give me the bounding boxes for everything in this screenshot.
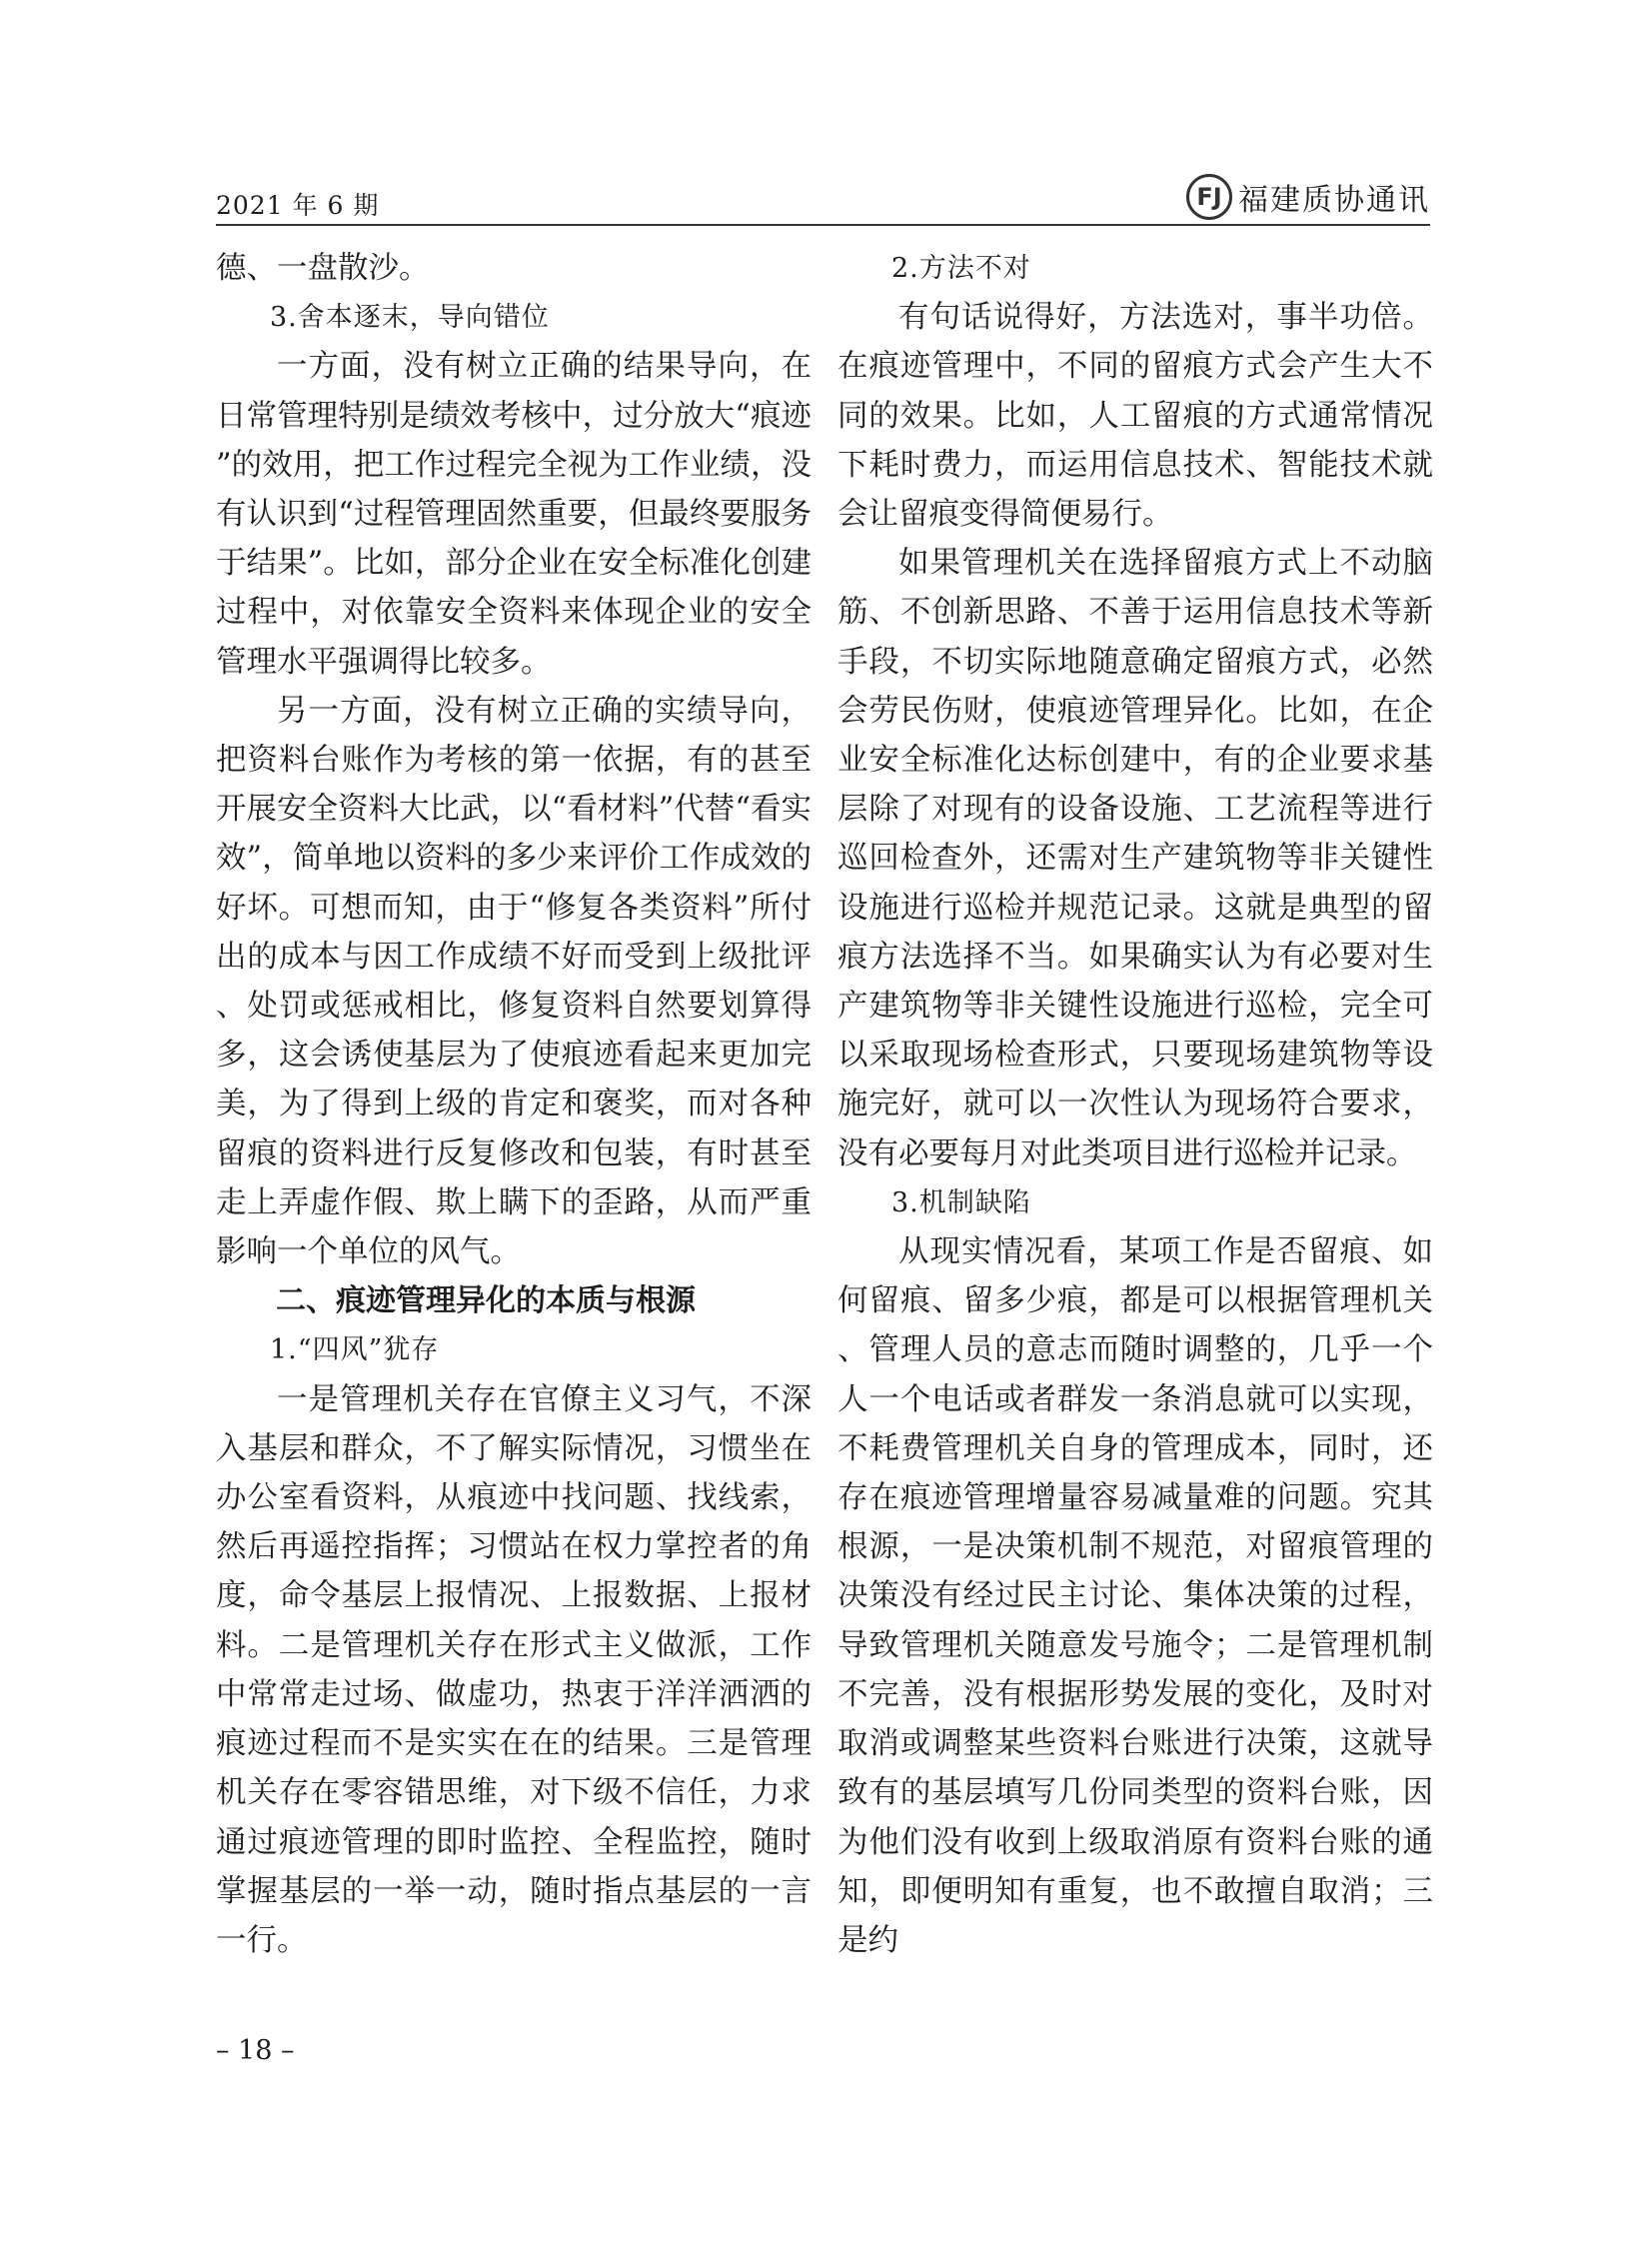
subheading-2-wrong-method: 2.方法不对 (891, 253, 1031, 284)
page-number: – 18 – (216, 2035, 295, 2066)
section-heading-2: 二、痕迹管理异化的本质与根源 (276, 1283, 696, 1319)
paragraph: 有句话说得好，方法选对，事半功倍。在痕迹管理中，不同的留痕方式会产生大不同的效果。比如，人工留痕的方式通常情况下耗时费力，而运用信息技术、智能技术就会让留痕变得简便易行。 (837, 300, 1433, 533)
paragraph: 如果管理机关在选择留痕方式上不动脑筋、不创新思路、不善于运用信息技术等新手段，不切实际地随意确定留痕方式，必然会劳民伤财，使痕迹管理异化。比如，在企业安全标准化达标创建中，有的企业要求基层除了对现有的设备设施、工艺流程等进行巡回检查外，还需对生产建筑物等非关键性设施进行巡检并规范记录。这就是典型的留痕方法选择不当。如果确实认为有必要对生产建筑物等非关键性设施进行巡检，完全可以采取现场检查形式，只要现场建筑物等设施完好，就可以一次性认为现场符合要求，没有必要每月对此类项目进行巡检并记录。 (837, 546, 1433, 1171)
issue-label: 2021 年 6 期 (216, 191, 380, 220)
left-column (216, 244, 812, 1965)
subheading-1-four-winds: 1.“四风”犹存 (270, 1334, 440, 1366)
subheading-3-mechanism-defects: 3.机制缺陷 (891, 1186, 1031, 1218)
right-column (837, 244, 1433, 1965)
journal-masthead (1186, 174, 1430, 220)
journal-logo-icon: FJ (1186, 174, 1232, 220)
paragraph: 一是管理机关存在官僚主义习气，不深入基层和群众，不了解实际情况，习惯坐在办公室看资料，从痕迹中找问题、找线索，然后再遥控指挥；习惯站在权力掌控者的角度，命令基层上报情况、上报数据、上报材料。二是管理机关存在形式主义做派，工作中常常走过场、做虚功，热衷于洋洋洒洒的痕迹过程而不是实实在在的结果。三是管理机关存在零容错思维，对下级不信任，力求通过痕迹管理的即时监控、全程监控，随时掌握基层的一举一动，随时指点基层的一言一行。 (216, 1381, 812, 1958)
subheading-3-misplaced-orientation: 3.舍本逐末，导向错位 (270, 302, 550, 334)
paragraph: 一方面，没有树立正确的结果导向，在日常管理特别是绩效考核中，过分放大“痕迹”的效用，把工作过程完全视为工作业绩，没有认识到“过程管理固然重要，但最终要服务于结果”。比如，部分企业在安全标准化创建过程中，对依靠安全资料来体现企业的安全管理水平强调得比较多。 (216, 349, 812, 680)
header-divider (216, 224, 1430, 226)
paragraph: 从现实情况看，某项工作是否留痕、如何留痕、留多少痕，都是可以根据管理机关、管理人员的意志而随时调整的，几乎一个人一个电话或者群发一条消息就可以实现，不耗费管理机关自身的管理成本，同时，还存在痕迹管理增量容易减量难的问题。究其根源，一是决策机制不规范，对留痕管理的决策没有经过民主讨论、集体决策的过程，导致管理机关随意发号施令；二是管理机制不完善，没有根据形势发展的变化，及时对取消或调整某些资料台账进行决策，这就导致有的基层填写几份同类型的资料台账，因为他们没有收到上级取消原有资料台账的通知，即便明知有重复，也不敢擅自取消；三是约 (837, 1234, 1433, 1958)
paragraph: 另一方面，没有树立正确的实绩导向，把资料台账作为考核的第一依据，有的甚至开展安全资料大比武，以“看材料”代替“看实效”，简单地以资料的多少来评价工作成效的好坏。可想而知，由于“修复各类资料”所付出的成本与因工作成绩不好而受到上级批评、处罚或惩戒相比，修复资料自然要划算得多，这会诱使基层为了使痕迹看起来更加完美，为了得到上级的肯定和褒奖，而对各种留痕的资料进行反复修改和包装，有时甚至走上弄虚作假、欺上瞒下的歪路，从而严重影响一个单位的风气。 (216, 693, 812, 1270)
journal-name: 福建质协通讯 (1238, 183, 1430, 218)
paragraph-continued: 德、一盘散沙。 (216, 251, 430, 286)
